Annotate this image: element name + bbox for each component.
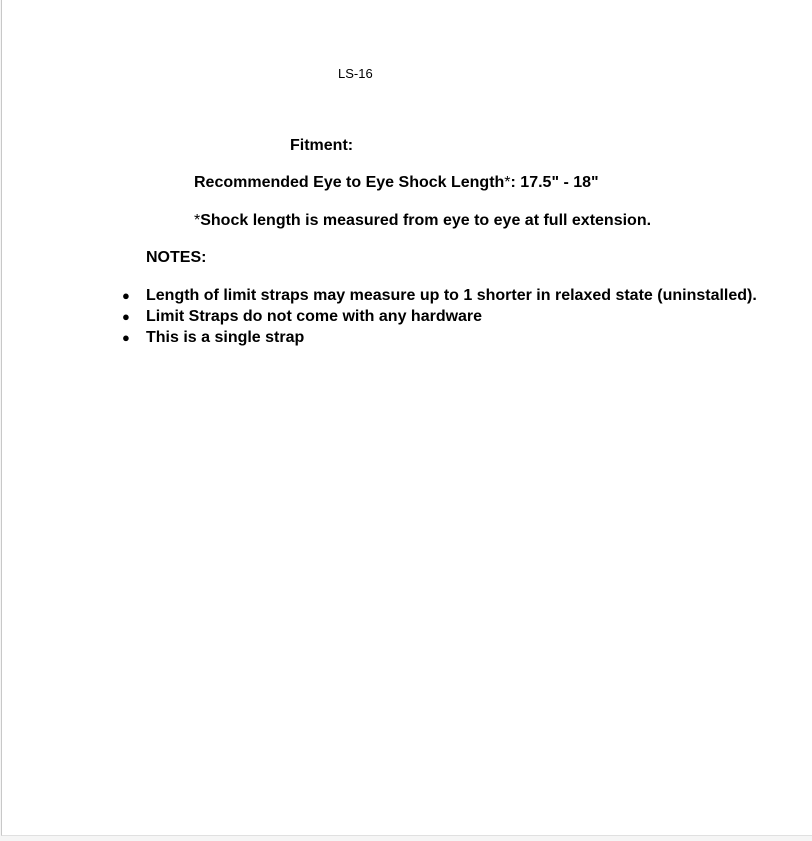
- bullet-icon: ●: [122, 309, 130, 324]
- list-item: [122, 307, 757, 328]
- recommended-length-line: [194, 174, 599, 192]
- document-page: [1, 0, 812, 836]
- recommended-asterisk: *: [504, 174, 511, 191]
- note-text: This is a single strap: [146, 329, 305, 346]
- recommended-length-label: Recommended Eye to Eye Shock Length: [194, 174, 505, 191]
- part-code: LS-16: [338, 66, 373, 81]
- notes-heading: NOTES:: [146, 249, 207, 266]
- notes-list: [122, 286, 757, 349]
- measurement-note-line: [194, 212, 651, 230]
- fitment-heading: Fitment:: [290, 137, 354, 154]
- bullet-icon: ●: [122, 288, 130, 303]
- measurement-asterisk: *: [194, 212, 201, 229]
- bullet-icon: ●: [122, 330, 130, 345]
- note-text: Limit Straps do not come with any hardware: [146, 308, 483, 325]
- measurement-note: Shock length is measured from eye to eye at full extension.: [200, 212, 652, 229]
- recommended-length-value: : 17.5" - 18": [510, 174, 599, 191]
- list-item: [122, 328, 757, 349]
- note-text: Length of limit straps may measure up to 1 shorter in relaxed state (uninstalled).: [146, 287, 757, 304]
- list-item: [122, 286, 757, 307]
